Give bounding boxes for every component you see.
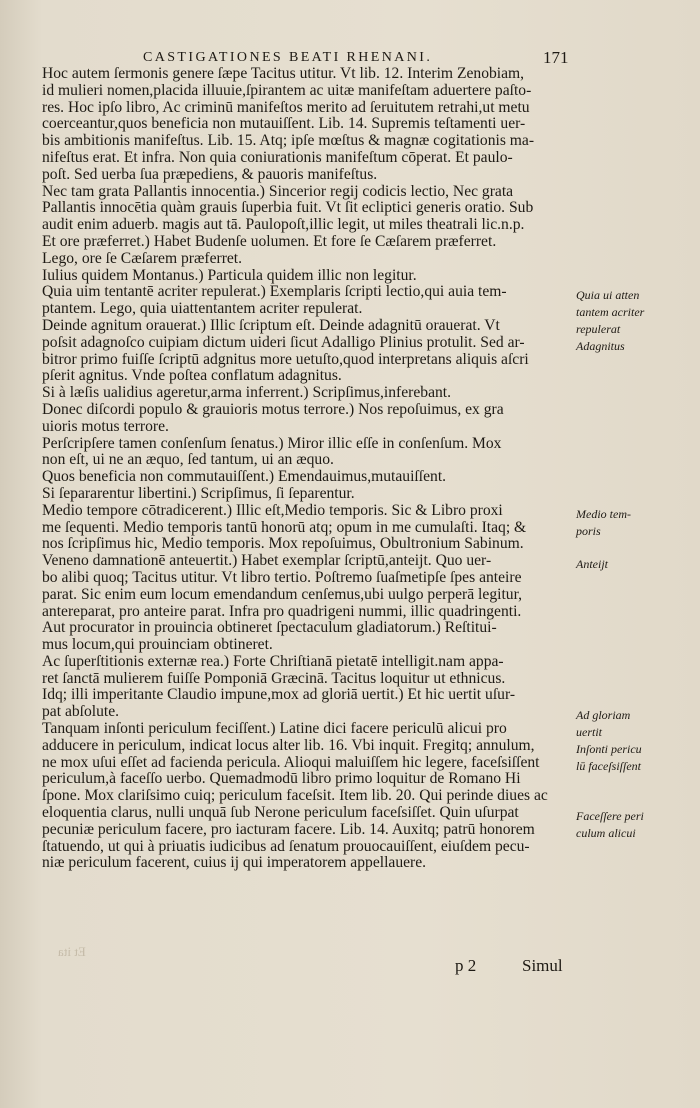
- margin-note-line: repulerat: [576, 321, 621, 336]
- margin-note-line: uertit: [576, 725, 602, 740]
- text-line: Quos beneficia non commutauiſſent.) Emendauimus,mutauiſſent.: [42, 469, 447, 486]
- text-line: ret ſanctā mulierem fuiſſe Pomponiā Græcinā. Tacitus loquitur ut ethnicus.: [42, 670, 506, 687]
- page-number: 171: [543, 48, 569, 67]
- text-line: Quia uim tentantē acriter repulerat.) Exemplaris ſcripti lectio,qui auia tem-: [42, 284, 507, 301]
- text-line: res. Hoc ipſo libro, Ac criminū manifeſtos merito ad ſeruitutem retrahi,ut metu: [42, 99, 530, 116]
- text-line: ne mox uſui eſſet ad facienda pericula. Alioqui maluiſſem hic legere, faceſsiſſent: [42, 754, 540, 771]
- catchword: Simul: [522, 956, 563, 975]
- margin-note: [576, 707, 691, 741]
- running-head: CASTIGATIONES BEATI RHENANI.: [143, 50, 433, 65]
- text-line: Aut procurator in prouincia obtineret ſpectaculum gladiatorum.) Reſtitui-: [42, 620, 497, 637]
- margin-note: [576, 556, 691, 573]
- text-line: Medio tempore cōtradicerent.) Illic eſt,Medio temporis. Sic & Libro proxi: [42, 502, 503, 519]
- text-line: periculum,à faceſſo uerbo. Quemadmodū libro primo loquitur de Romano Hi: [42, 771, 521, 788]
- text-line: Perſcripſere tamen conſenſum ſenatus.) Miror illic eſſe in conſenſum. Mox: [42, 435, 502, 452]
- margin-note: [576, 287, 691, 337]
- text-line: bitror primo fuiſſe ſcriptū adgnitus more uetuſto,quod interpretans aliquis aſcri: [42, 351, 529, 368]
- text-line: niæ periculum facerent, cuius ij qui imperatorem appellauere.: [42, 855, 427, 872]
- text-line: me ſequenti. Medio temporis tantū honorū atq; opum in me cumulaſti. Itaq; &: [42, 519, 527, 536]
- text-line: audit enim aduerb. magis aut tā. Paulopoſt,illic legit, ut miles theatrali lic.n.p.: [42, 217, 525, 234]
- text-line: Donec diſcordi populo & grauioris motus terrore.) Nos repoſuimus, ex gra: [42, 401, 504, 418]
- margin-note-line: poris: [576, 523, 601, 538]
- text-line: coerceantur,quos beneficia non mutauiſſent. Lib. 14. Supremis teſtamenti uer-: [42, 116, 526, 133]
- margin-note: [576, 808, 691, 842]
- text-line: Ac ſuperſtitionis externæ rea.) Forte Chriſtianā pietatē intelligit.nam appa-: [42, 653, 504, 670]
- show-through-text: Et ita: [58, 944, 86, 959]
- margin-note-line: lū faceſsiſſent: [576, 758, 641, 773]
- margin-note-line: Medio tem-: [576, 506, 631, 521]
- text-line: mus locum,qui prouinciam obtineret.: [42, 637, 273, 654]
- text-line: pecuniæ periculum facere, pro iacturam facere. Lib. 14. Auxitq; patrū honorem: [42, 821, 535, 838]
- text-line: antereparat, pro anteire parat. Infra pro quadrigeni nummi, illic quadringenti.: [42, 603, 522, 620]
- text-line: non eſt, ui ne an æquo, ſed tantum, ui an æquo.: [42, 452, 334, 469]
- text-line: id mulieri nomen,placida illuuie,ſpirantem ac uitæ manifeſtam aduertere paſto-: [42, 82, 532, 99]
- text-line: eloquentia clarus, nulli unquā ſub Nerone periculum faceſsiſſet. Quin uſurpat: [42, 805, 519, 822]
- margin-note: [576, 741, 691, 775]
- text-line: ſpone. Mox clariſsimo cuiq; periculum faceſsit. Item lib. 20. Qui perinde diues ac: [42, 788, 548, 805]
- text-line: poſt. Sed uerba ſua præpediens, & pauoris manifeſtus.: [42, 166, 378, 183]
- text-line: nos ſcripſimus hic, Medio temporis. Mox repoſuimus, Obultronium Sabinum.: [42, 536, 524, 553]
- text-line: poſsit adagnoſco cuipiam dictum uideri ſicut Adalligo Plinius protulit. Sed ar-: [42, 334, 525, 351]
- signature-mark: p 2: [455, 956, 477, 975]
- margin-note-line: Anteijt: [576, 557, 608, 572]
- text-line: Veneno damnationē anteuertit.) Habet exemplar ſcriptū,anteijt. Quo uer-: [42, 553, 492, 570]
- margin-note-line: culum alicui: [576, 825, 636, 840]
- text-line: Idq; illi imperitante Claudio impune,mox ad gloriā uertit.) Et hic uertit uſur-: [42, 687, 516, 704]
- text-line: Si ſepararentur libertini.) Scripſimus, ſi ſeparentur.: [42, 485, 355, 502]
- body-text: [42, 66, 570, 872]
- text-line: Lego, ore ſe Cæſarem præferret.: [42, 250, 243, 267]
- text-line: adducere in periculum, indicat locus alter lib. 16. Vbi inquit. Fregitq; annulum,: [42, 737, 535, 754]
- text-line: pat abſolute.: [42, 704, 120, 721]
- text-line: bo alibi quoq; Tacitus utitur. Vt libro tertio. Poſtremo ſuaſmetipſe ſpes anteire: [42, 569, 522, 586]
- margin-note-line: Inſonti pericu: [576, 742, 642, 756]
- margin-note: [576, 338, 691, 355]
- margin-note-line: Ad gloriam: [576, 708, 631, 723]
- margin-note-line: tantem acriter: [576, 305, 645, 320]
- text-line: Tanquam inſonti periculum feciſſent.) Latine dici facere periculū alicui pro: [42, 721, 507, 738]
- text-line: Si à læſis ualidius ageretur,arma inferrent.) Scripſimus,inferebant.: [42, 385, 452, 402]
- text-line: bis ambitionis manifeſtus. Lib. 15. Atq; ipſe mœſtus & magnæ cogitationis ma-: [42, 133, 535, 150]
- margin-note: [576, 506, 691, 540]
- text-line: Hoc autem ſermonis genere ſæpe Tacitus utitur. Vt lib. 12. Interim Zenobiam,: [42, 66, 525, 82]
- margin-note-line: Adagnitus: [576, 338, 625, 353]
- text-line: ſtatuendo, ut qui à priuatis iudicibus ad ſenatum prouocauiſſent, eiuſdem pecu-: [42, 838, 530, 855]
- text-line: Deinde agnitum orauerat.) Illic ſcriptum eſt. Deinde adagnitū orauerat. Vt: [42, 317, 500, 334]
- text-line: uioris motus terrore.: [42, 418, 169, 435]
- margin-note-line: Faceſſere peri: [576, 809, 644, 824]
- text-line: Et ore præferret.) Habet Budenſe uolumen. Et fore ſe Cæſarem præferret.: [42, 233, 497, 250]
- text-line: Iulius quidem Montanus.) Particula quidem illic non legitur.: [42, 267, 417, 284]
- text-line: parat. Sic enim eum locum emendandum cenſemus,ubi uulgo perperā legitur,: [42, 586, 523, 603]
- text-line: ptantem. Lego, quia uiattentantem acriter repulerat.: [42, 301, 363, 318]
- text-line: pſerit agnitus. Vnde poſtea conflatum adagnitus.: [42, 368, 342, 385]
- text-line: nifeſtus erat. Et infra. Non quia coniurationis manifeſtum cōperat. Et paulo-: [42, 149, 513, 166]
- text-line: Pallantis innocētia quàm grauis ſuperbia fuit. Vt ſit ecliptici generis oratio. Sub: [42, 200, 534, 217]
- text-line: Nec tam grata Pallantis innocentia.) Sincerior regij codicis lectio, Nec grata: [42, 183, 514, 200]
- margin-note-line: Quia ui atten: [576, 288, 640, 303]
